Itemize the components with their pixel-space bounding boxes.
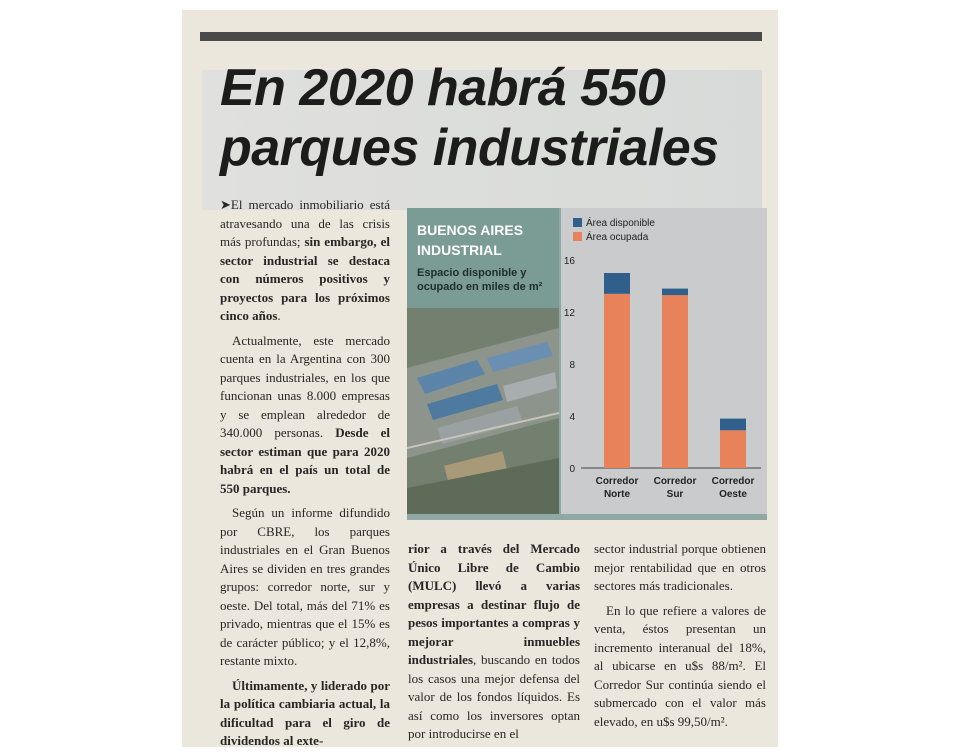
x-tick-label-1-0: Corredor bbox=[653, 476, 697, 487]
legend-swatch-disponible bbox=[573, 218, 582, 227]
col2-p1-bold: rior a través del Mercado Único Libre de Cambio (MULC) llevó a varias empresas a destinar flujo de pesos importantes a compras y mejorar inmuebles industriales bbox=[408, 541, 580, 667]
infographic-subtitle: Espacio disponible y ocupado en miles de m² bbox=[417, 267, 543, 293]
bar-2-series-1 bbox=[720, 419, 746, 431]
col2-p1-text: , buscando en todos los casos una mejor defensa del valor de los fondos líquidos. Es así como los inversores optan por introducirse en el bbox=[408, 652, 580, 741]
column-1 bbox=[220, 196, 390, 747]
infographic bbox=[407, 208, 767, 520]
top-rule bbox=[200, 32, 762, 41]
y-tick-label-0: 0 bbox=[569, 464, 575, 475]
col1-paragraph-3: Según un informe difundido por CBRE, los parques industriales en el Gran Buenos Aires se dividen en tres grandes grupos: corredor norte, sur y oeste. Del total, más del 71% es privado, mientras que el 15% es de carácter público; y el 12,8%, restante mixto. bbox=[220, 505, 390, 668]
column-3 bbox=[594, 540, 766, 737]
col1-p1-lead: ➤El mercado inmobiliario está atravesando una de las crisis más profundas; bbox=[220, 197, 390, 249]
col3-paragraph-2: En lo que refiere a valores de venta, éstos presentan un incremento interanual del 18%, al ubicarse en u$s 88/m². El Corredor Sur continúa siendo el submercado con el valor más elevado, en u$s 99,50/m². bbox=[594, 602, 766, 729]
x-tick-label-1-1: Sur bbox=[666, 489, 684, 500]
col1-paragraph-2 bbox=[220, 332, 390, 499]
bar-chart bbox=[561, 208, 767, 514]
bar-0-series-1 bbox=[604, 273, 630, 294]
chart-panel bbox=[561, 208, 767, 514]
bar-2-series-0 bbox=[720, 430, 746, 468]
x-tick-label-2-0: Corredor bbox=[711, 476, 755, 487]
headline-line-1: En 2020 habrá 550 bbox=[220, 59, 666, 117]
bar-0-series-0 bbox=[604, 294, 630, 468]
col1-p2-text: Actualmente, este mercado cuenta en la Argentina con 300 parques industriales, en los que funcionan unas 8.000 empresas y se emplean alrededor de 340.000 personas. bbox=[220, 332, 390, 440]
x-tick-label-0-0: Corredor bbox=[595, 476, 639, 487]
bar-1-series-1 bbox=[662, 289, 688, 296]
y-tick-label-1: 4 bbox=[569, 412, 575, 423]
col1-paragraph-4 bbox=[220, 677, 390, 748]
y-tick-label-3: 12 bbox=[563, 308, 575, 319]
newspaper-page bbox=[182, 10, 778, 747]
y-tick-label-4: 16 bbox=[563, 256, 575, 267]
x-tick-label-0-1: Norte bbox=[603, 489, 631, 500]
x-tick-label-2-1: Oeste bbox=[719, 489, 747, 500]
y-tick-label-2: 8 bbox=[569, 360, 575, 371]
legend-label-ocupada: Área ocupada bbox=[586, 232, 649, 243]
col1-p2-bold: Desde el sector estiman que para 2020 habrá en el país un total de 550 parques. bbox=[220, 425, 390, 496]
col3-paragraph-1: sector industrial porque obtienen mejor rentabilidad que en otros sectores más tradicionales. bbox=[594, 541, 766, 593]
col1-p1-end: . bbox=[277, 308, 281, 323]
headline-line-2: parques industriales bbox=[220, 119, 719, 177]
infographic-header bbox=[407, 208, 559, 308]
infographic-title: BUENOS AIRES INDUSTRIAL bbox=[417, 222, 524, 258]
x-tick-labels bbox=[596, 476, 755, 500]
aerial-photo-illustration bbox=[407, 308, 559, 514]
y-tick-labels bbox=[564, 256, 576, 475]
industrial-park-aerial-photo bbox=[407, 308, 559, 514]
column-2 bbox=[408, 540, 580, 747]
legend-label-disponible: Área disponible bbox=[586, 218, 655, 229]
col1-p1-bold: sin embargo, el sector industrial se destaca con números positivos y proyectos para los próximos cinco años bbox=[220, 234, 390, 323]
col1-p4-bold: Últimamente, y liderado por la política cambiaria actual, la dificultad para el giro de dividendos al exte- bbox=[220, 677, 390, 747]
headline bbox=[220, 58, 760, 178]
bars-group bbox=[604, 273, 746, 468]
col1-paragraph-1 bbox=[220, 196, 390, 326]
bar-1-series-0 bbox=[662, 295, 688, 468]
col2-paragraph-1 bbox=[408, 540, 580, 744]
legend-swatch-ocupada bbox=[573, 232, 582, 241]
